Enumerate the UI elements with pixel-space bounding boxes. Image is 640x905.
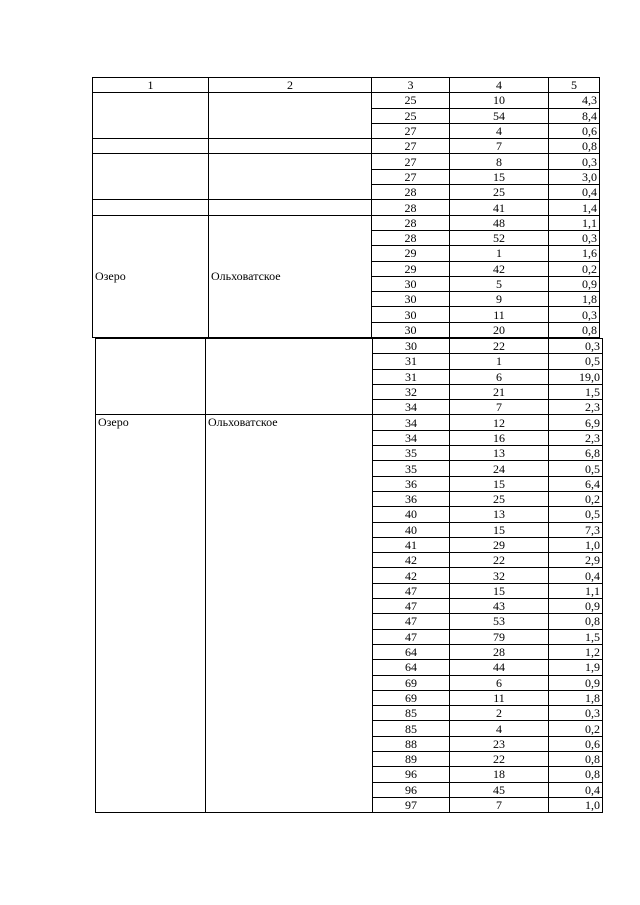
quarter-cell: 42 xyxy=(373,568,450,583)
section-cell: 29 xyxy=(450,537,549,552)
quarter-cell: 41 xyxy=(373,537,450,552)
empty-cell xyxy=(93,200,209,215)
section-cell: 4 xyxy=(450,123,549,138)
quarter-cell: 89 xyxy=(373,752,450,767)
header-cell: 1 xyxy=(93,78,209,93)
section-cell: 25 xyxy=(450,491,549,506)
section-cell: 41 xyxy=(450,200,549,215)
area-cell: 0,5 xyxy=(549,507,603,522)
section-cell: 20 xyxy=(450,322,549,337)
section-cell: 48 xyxy=(450,215,549,230)
table-row xyxy=(93,139,600,154)
section-cell: 2 xyxy=(450,706,549,721)
quarter-cell: 64 xyxy=(373,660,450,675)
area-cell: 0,2 xyxy=(549,261,600,276)
quarter-cell: 97 xyxy=(373,797,450,812)
quarter-cell: 35 xyxy=(373,446,450,461)
section-cell: 11 xyxy=(450,307,549,322)
quarter-cell: 28 xyxy=(372,200,450,215)
quarter-cell: 25 xyxy=(372,93,450,108)
area-cell: 6,9 xyxy=(549,415,603,430)
table-row xyxy=(93,154,600,169)
area-cell: 1,8 xyxy=(549,292,600,307)
quarter-cell: 29 xyxy=(372,261,450,276)
area-cell: 0,8 xyxy=(549,322,600,337)
area-cell: 6,8 xyxy=(549,446,603,461)
header-cell: 2 xyxy=(209,78,372,93)
section-cell: 13 xyxy=(450,446,549,461)
section-cell: 22 xyxy=(450,752,549,767)
area-cell: 1,2 xyxy=(549,644,603,659)
area-cell: 0,9 xyxy=(549,276,600,291)
quarter-cell: 34 xyxy=(373,400,450,415)
area-cell: 0,9 xyxy=(549,599,603,614)
area-cell: 1,6 xyxy=(549,246,600,261)
area-cell: 1,5 xyxy=(549,384,603,399)
area-cell: 6,4 xyxy=(549,476,603,491)
empty-cell xyxy=(206,339,373,415)
area-cell: 0,3 xyxy=(549,339,603,354)
area-cell: 0,6 xyxy=(549,123,600,138)
section-cell: 44 xyxy=(450,660,549,675)
quarter-cell: 85 xyxy=(373,706,450,721)
header-cell: 4 xyxy=(450,78,549,93)
area-cell: 0,9 xyxy=(549,675,603,690)
area-cell: 0,4 xyxy=(549,568,603,583)
section-cell: 45 xyxy=(450,782,549,797)
quarter-cell: 47 xyxy=(373,599,450,614)
section-cell: 16 xyxy=(450,430,549,445)
section-cell: 7 xyxy=(450,139,549,154)
section-cell: 54 xyxy=(450,108,549,123)
quarter-cell: 42 xyxy=(373,553,450,568)
object-name-cell: Ольховатское xyxy=(209,215,372,337)
section-cell: 7 xyxy=(450,400,549,415)
object-type-cell: Озеро xyxy=(93,215,209,337)
section-cell: 23 xyxy=(450,736,549,751)
section-cell: 21 xyxy=(450,384,549,399)
area-cell: 0,8 xyxy=(549,752,603,767)
quarter-cell: 34 xyxy=(373,415,450,430)
header-row xyxy=(93,78,600,93)
quarter-cell: 35 xyxy=(373,461,450,476)
area-cell: 1,9 xyxy=(549,660,603,675)
quarter-cell: 30 xyxy=(372,307,450,322)
quarter-cell: 88 xyxy=(373,736,450,751)
quarter-cell: 47 xyxy=(373,583,450,598)
section-cell: 24 xyxy=(450,461,549,476)
quarter-cell: 28 xyxy=(372,185,450,200)
section-cell: 22 xyxy=(450,339,549,354)
area-cell: 0,3 xyxy=(549,706,603,721)
area-cell: 2,9 xyxy=(549,553,603,568)
area-cell: 4,3 xyxy=(549,93,600,108)
empty-cell xyxy=(93,139,209,154)
quarter-cell: 31 xyxy=(373,369,450,384)
section-cell: 7 xyxy=(450,797,549,812)
table-row xyxy=(96,339,603,354)
area-cell: 1,8 xyxy=(549,690,603,705)
empty-cell xyxy=(96,339,206,415)
quarter-cell: 69 xyxy=(373,690,450,705)
quarter-cell: 36 xyxy=(373,491,450,506)
data-table-top xyxy=(92,77,600,338)
area-cell: 8,4 xyxy=(549,108,600,123)
area-cell: 0,8 xyxy=(549,139,600,154)
section-cell: 1 xyxy=(450,354,549,369)
section-cell: 12 xyxy=(450,415,549,430)
quarter-cell: 30 xyxy=(372,276,450,291)
area-cell: 0,4 xyxy=(549,185,600,200)
area-cell: 0,3 xyxy=(549,307,600,322)
quarter-cell: 30 xyxy=(372,322,450,337)
section-cell: 32 xyxy=(450,568,549,583)
quarter-cell: 25 xyxy=(372,108,450,123)
quarter-cell: 34 xyxy=(373,430,450,445)
section-cell: 6 xyxy=(450,369,549,384)
area-cell: 0,2 xyxy=(549,491,603,506)
section-cell: 43 xyxy=(450,599,549,614)
empty-cell xyxy=(209,200,372,215)
quarter-cell: 27 xyxy=(372,139,450,154)
empty-cell xyxy=(209,154,372,200)
table-row xyxy=(96,415,603,430)
section-cell: 4 xyxy=(450,721,549,736)
section-cell: 15 xyxy=(450,583,549,598)
area-cell: 2,3 xyxy=(549,430,603,445)
quarter-cell: 27 xyxy=(372,123,450,138)
quarter-cell: 64 xyxy=(373,644,450,659)
data-table-bottom xyxy=(95,338,603,813)
area-cell: 0,2 xyxy=(549,721,603,736)
area-cell: 0,3 xyxy=(549,230,600,245)
area-cell: 1,1 xyxy=(549,583,603,598)
section-cell: 18 xyxy=(450,767,549,782)
area-cell: 2,3 xyxy=(549,400,603,415)
quarter-cell: 47 xyxy=(373,614,450,629)
object-type-cell: Озеро xyxy=(96,415,206,813)
empty-cell xyxy=(209,139,372,154)
area-cell: 0,8 xyxy=(549,767,603,782)
quarter-cell: 47 xyxy=(373,629,450,644)
area-cell: 0,4 xyxy=(549,782,603,797)
quarter-cell: 69 xyxy=(373,675,450,690)
area-cell: 1,4 xyxy=(549,200,600,215)
quarter-cell: 28 xyxy=(372,215,450,230)
header-cell: 3 xyxy=(372,78,450,93)
area-cell: 0,6 xyxy=(549,736,603,751)
section-cell: 5 xyxy=(450,276,549,291)
area-cell: 0,8 xyxy=(549,614,603,629)
section-cell: 53 xyxy=(450,614,549,629)
section-cell: 79 xyxy=(450,629,549,644)
quarter-cell: 36 xyxy=(373,476,450,491)
quarter-cell: 40 xyxy=(373,507,450,522)
section-cell: 52 xyxy=(450,230,549,245)
quarter-cell: 32 xyxy=(373,384,450,399)
section-cell: 6 xyxy=(450,675,549,690)
quarter-cell: 27 xyxy=(372,154,450,169)
section-cell: 13 xyxy=(450,507,549,522)
section-cell: 22 xyxy=(450,553,549,568)
section-cell: 15 xyxy=(450,522,549,537)
quarter-cell: 28 xyxy=(372,230,450,245)
area-cell: 0,5 xyxy=(549,354,603,369)
table-row xyxy=(93,215,600,230)
section-cell: 15 xyxy=(450,169,549,184)
quarter-cell: 27 xyxy=(372,169,450,184)
section-cell: 25 xyxy=(450,185,549,200)
section-cell: 1 xyxy=(450,246,549,261)
area-cell: 0,5 xyxy=(549,461,603,476)
empty-cell xyxy=(93,154,209,200)
section-cell: 8 xyxy=(450,154,549,169)
section-cell: 11 xyxy=(450,690,549,705)
quarter-cell: 30 xyxy=(372,292,450,307)
object-name-cell: Ольховатское xyxy=(206,415,373,813)
header-cell: 5 xyxy=(549,78,600,93)
quarter-cell: 31 xyxy=(373,354,450,369)
table-row xyxy=(93,93,600,108)
area-cell: 1,0 xyxy=(549,797,603,812)
empty-cell xyxy=(93,93,209,139)
table-row xyxy=(93,200,600,215)
area-cell: 1,1 xyxy=(549,215,600,230)
section-cell: 42 xyxy=(450,261,549,276)
area-cell: 3,0 xyxy=(549,169,600,184)
area-cell: 1,5 xyxy=(549,629,603,644)
section-cell: 10 xyxy=(450,93,549,108)
quarter-cell: 29 xyxy=(372,246,450,261)
section-cell: 28 xyxy=(450,644,549,659)
area-cell: 7,3 xyxy=(549,522,603,537)
area-cell: 19,0 xyxy=(549,369,603,384)
quarter-cell: 96 xyxy=(373,767,450,782)
quarter-cell: 40 xyxy=(373,522,450,537)
empty-cell xyxy=(209,93,372,139)
quarter-cell: 85 xyxy=(373,721,450,736)
quarter-cell: 96 xyxy=(373,782,450,797)
area-cell: 0,3 xyxy=(549,154,600,169)
section-cell: 15 xyxy=(450,476,549,491)
quarter-cell: 30 xyxy=(373,339,450,354)
area-cell: 1,0 xyxy=(549,537,603,552)
section-cell: 9 xyxy=(450,292,549,307)
